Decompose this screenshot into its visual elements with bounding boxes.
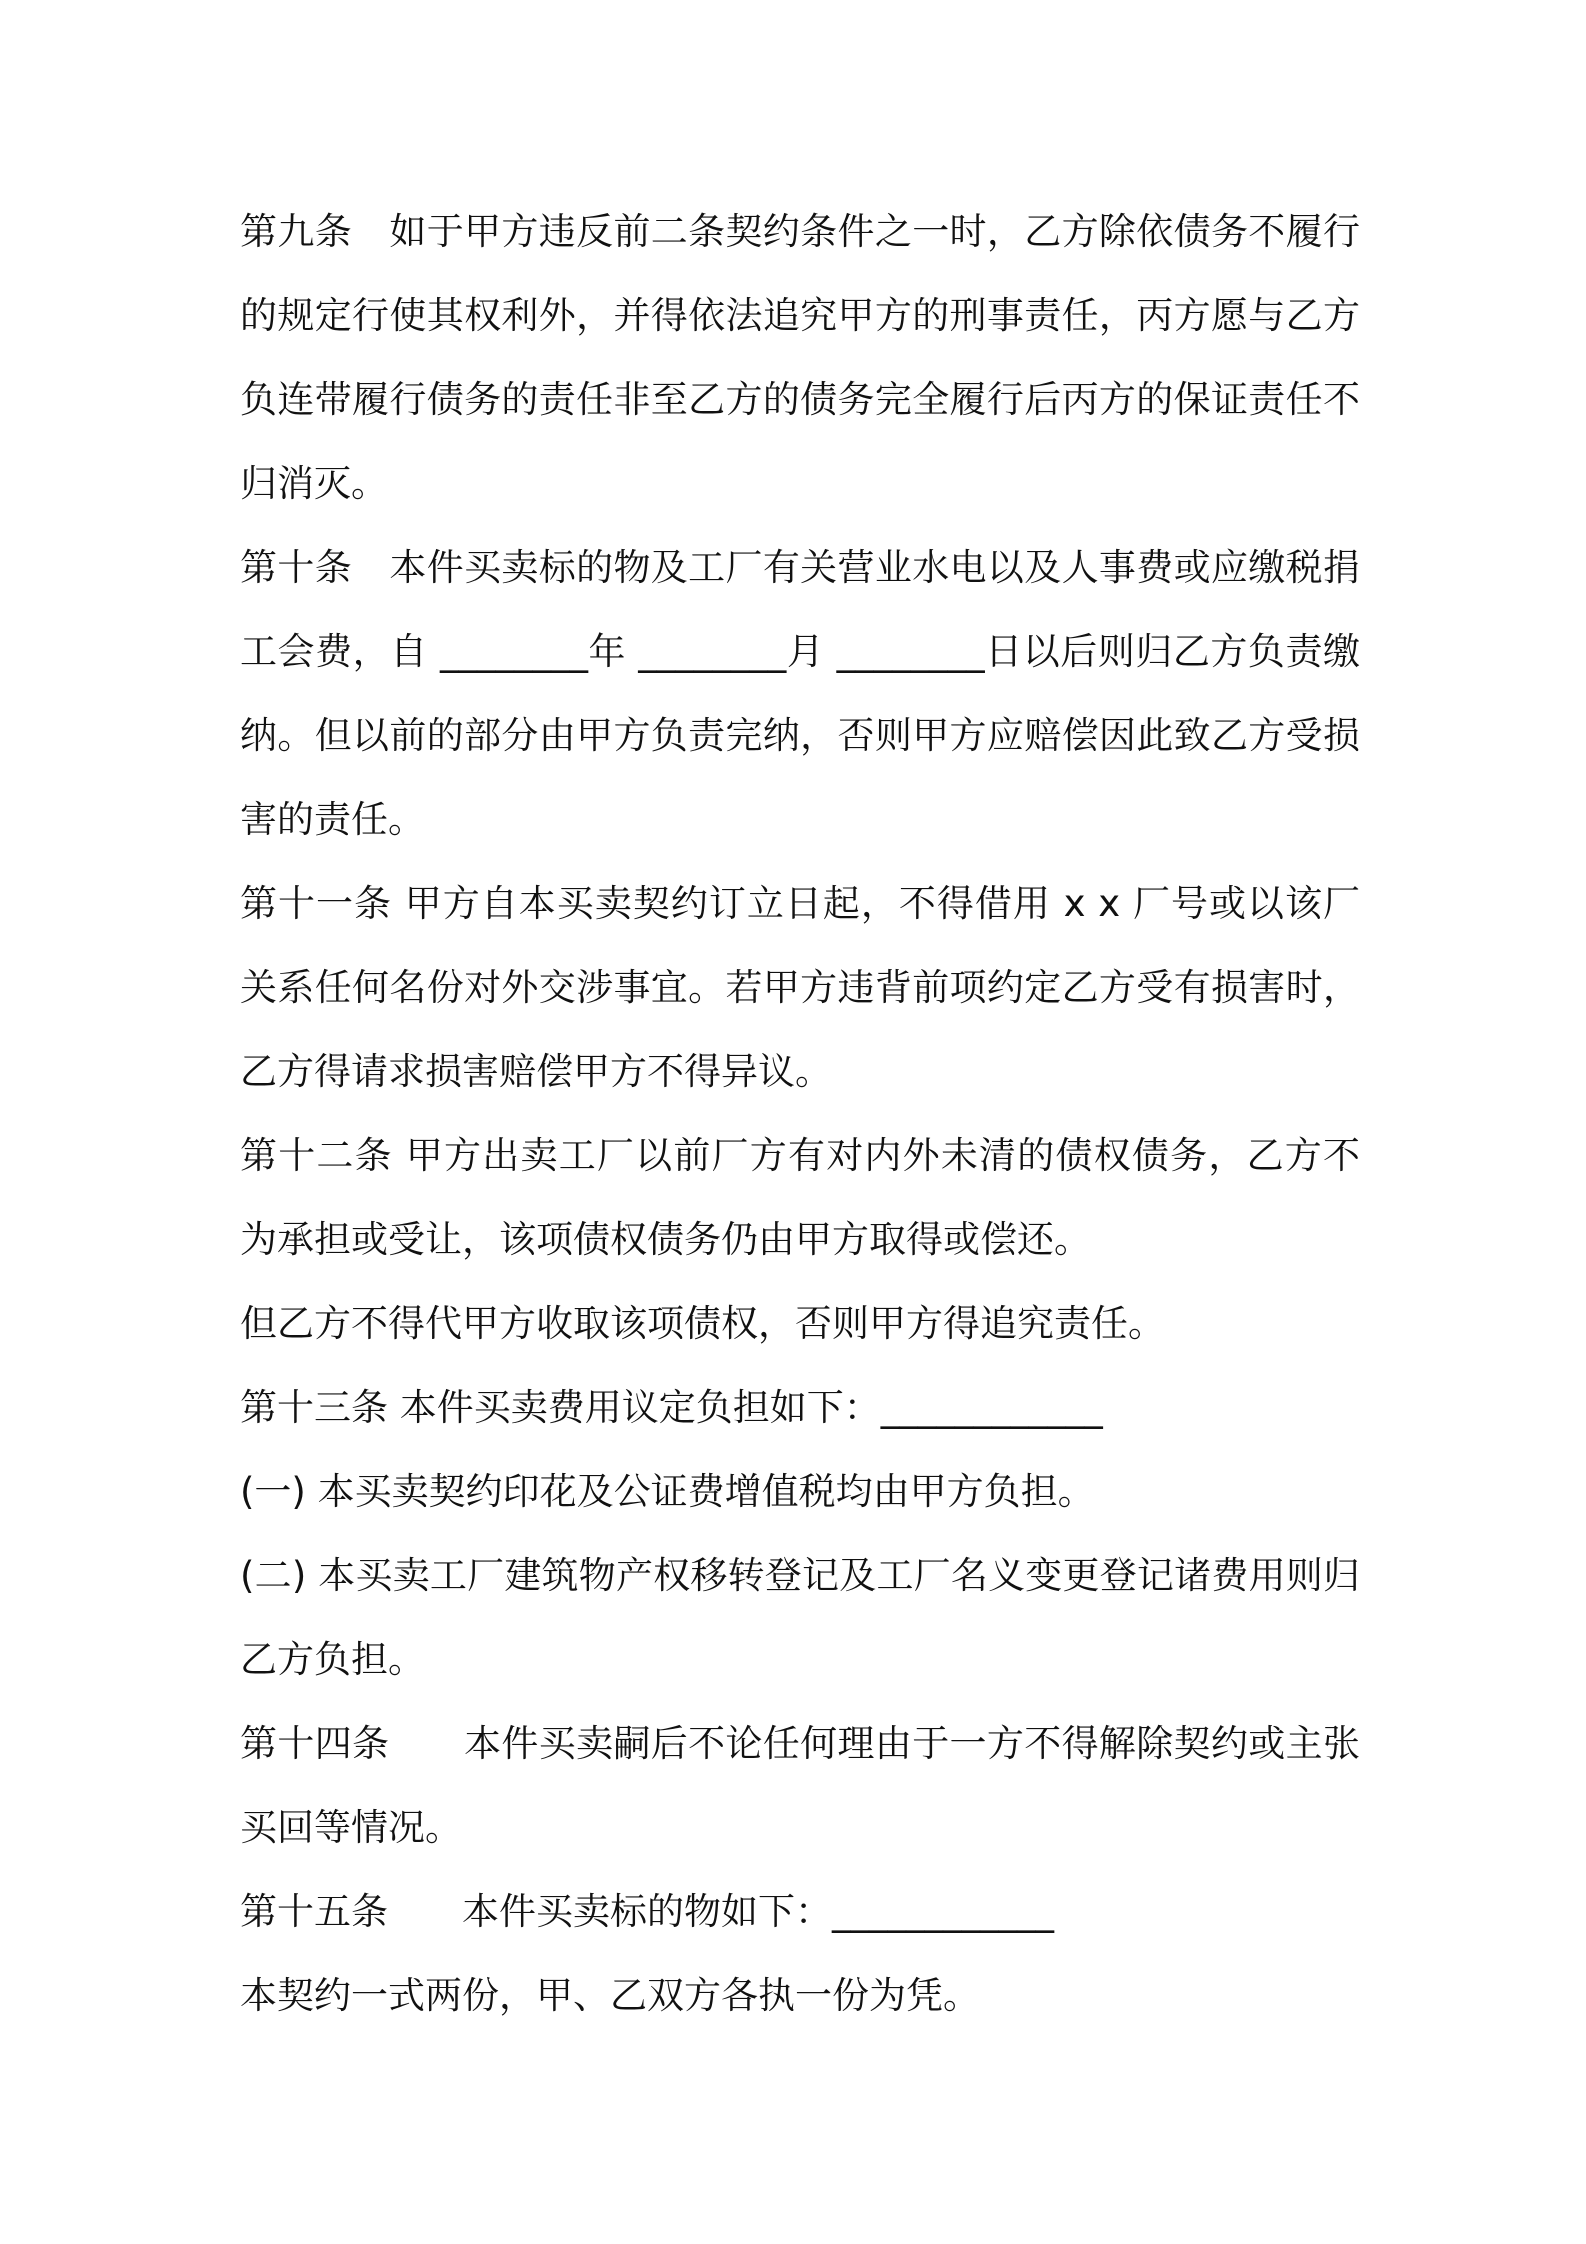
clause-13-item-2: (二) 本买卖工厂建筑物产权移转登记及工厂名义变更登记诸费用则归乙方负担。	[240, 1554, 1360, 1681]
clause-13-item-1: (一) 本买卖契约印花及公证费增值税均由甲方负担。	[240, 1470, 1095, 1513]
clause-13: 第十三条 本件买卖费用议定负担如下：____________	[240, 1386, 1103, 1429]
clause-15: 第十五条 本件买卖标的物如下：____________	[240, 1890, 1054, 1933]
clause-11: 第十一条 甲方自本买卖契约订立日起，不得借用 x x 厂号或以该厂关系任何名份对外交涉事宜。若甲方违背前项约定乙方受有损害时，乙方得请求损害赔偿甲方不得异议。	[240, 882, 1360, 1093]
document-body	[240, 190, 1360, 2038]
clause-14: 第十四条 本件买卖嗣后不论任何理由于一方不得解除契约或主张买回等情况。	[240, 1722, 1360, 1849]
clause-9: 第九条 如于甲方违反前二条契约条件之一时，乙方除依债务不履行的规定行使其权利外，并得依法追究甲方的刑事责任，丙方愿与乙方负连带履行债务的责任非至乙方的债务完全履行后丙方的保证责任不归消灭。	[240, 210, 1360, 505]
closing-statement: 本契约一式两份，甲、乙双方各执一份为凭。	[240, 1974, 980, 2017]
clause-12: 第十二条 甲方出卖工厂以前厂方有对内外未清的债权债务，乙方不为承担或受让，该项债权债务仍由甲方取得或偿还。	[240, 1134, 1360, 1261]
clause-10: 第十条 本件买卖标的物及工厂有关营业水电以及人事费或应缴税捐工会费，自 ________年 ________月 ________日以后则归乙方负责缴纳。但以前的部分由甲方负责完纳，否则甲方应赔偿因此致乙方受损害的责任。	[240, 546, 1360, 841]
clause-12-supplement: 但乙方不得代甲方收取该项债权，否则甲方得追究责任。	[240, 1302, 1165, 1345]
